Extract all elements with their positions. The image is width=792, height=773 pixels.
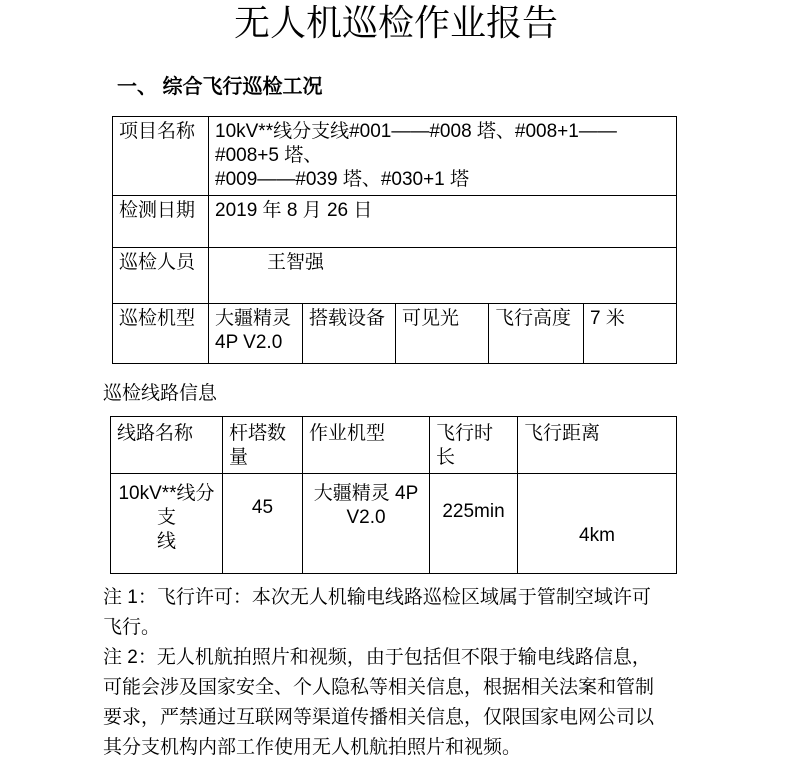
- col-header-flight-duration: 飞行时长: [430, 417, 518, 474]
- section-heading: 一、 综合飞行巡检工况: [117, 76, 323, 98]
- note2-line1: 注 2：无人机航拍照片和视频，由于包括但不限于输电线路信息，: [103, 647, 651, 668]
- aircraft-value: [209, 304, 303, 364]
- aircraft-cell-line1: 大疆精灵 4P: [313, 483, 419, 504]
- notes-section: [103, 583, 743, 763]
- altitude-label: 飞行高度: [489, 304, 584, 364]
- line-info-table: [110, 416, 677, 574]
- altitude-value: 7 米: [584, 304, 677, 364]
- col-header-tower-count: 杆塔数量: [223, 417, 303, 474]
- project-value: [209, 117, 677, 196]
- aircraft-value-line1: 大疆精灵: [215, 308, 292, 329]
- project-value-line2: #009——#039 塔、#030+1 塔: [215, 169, 470, 190]
- date-label: 检测日期: [113, 196, 209, 248]
- col-header-line-name: 线路名称: [111, 417, 223, 474]
- flight-distance-cell: 4km: [518, 474, 677, 574]
- date-row: [113, 196, 677, 248]
- col-header-flight-distance: 飞行距离: [518, 417, 677, 474]
- inspector-row: [113, 248, 677, 304]
- line-name-cell: [111, 474, 223, 574]
- aircraft-row: [113, 304, 677, 364]
- tower-count-cell: 45: [223, 474, 303, 574]
- flight-overview-table: [112, 116, 677, 364]
- project-value-line1: 10kV**线分支线#001——#008 塔、#008+1——#008+5 塔、: [215, 121, 617, 166]
- project-label: 项目名称: [113, 117, 209, 196]
- line-name-line1: 10kV**线分支: [118, 483, 215, 528]
- payload-label: 搭载设备: [303, 304, 396, 364]
- line-info-header-row: [111, 417, 677, 474]
- report-title: 无人机巡检作业报告: [233, 2, 558, 43]
- payload-value: 可见光: [396, 304, 489, 364]
- inspector-label: 巡检人员: [113, 248, 209, 304]
- note2-line4: 其分支机构内部工作使用无人机航拍照片和视频。: [103, 737, 522, 758]
- aircraft-label: 巡检机型: [113, 304, 209, 364]
- date-value: 2019 年 8 月 26 日: [209, 196, 677, 248]
- aircraft-value-line2: 4P V2.0: [215, 332, 283, 353]
- aircraft-cell: [303, 474, 430, 574]
- line-name-line2: 线: [156, 531, 176, 552]
- project-row: [113, 117, 677, 196]
- line-info-caption: 巡检线路信息: [103, 383, 218, 404]
- note2-line3: 要求，严禁通过互联网等渠道传播相关信息，仅限国家电网公司以: [103, 707, 655, 728]
- line-info-data-row: [111, 474, 677, 574]
- note1-line2: 飞行。: [103, 617, 161, 638]
- aircraft-cell-line2: V2.0: [346, 507, 386, 528]
- note1-line1: 注 1：飞行许可：本次无人机输电线路巡检区域属于管制空域许可: [103, 587, 651, 608]
- col-header-aircraft: 作业机型: [303, 417, 430, 474]
- flight-duration-cell: 225min: [430, 474, 518, 574]
- note2-line2: 可能会涉及国家安全、个人隐私等相关信息，根据相关法案和管制: [103, 677, 655, 698]
- inspector-value: 王智强: [209, 248, 677, 304]
